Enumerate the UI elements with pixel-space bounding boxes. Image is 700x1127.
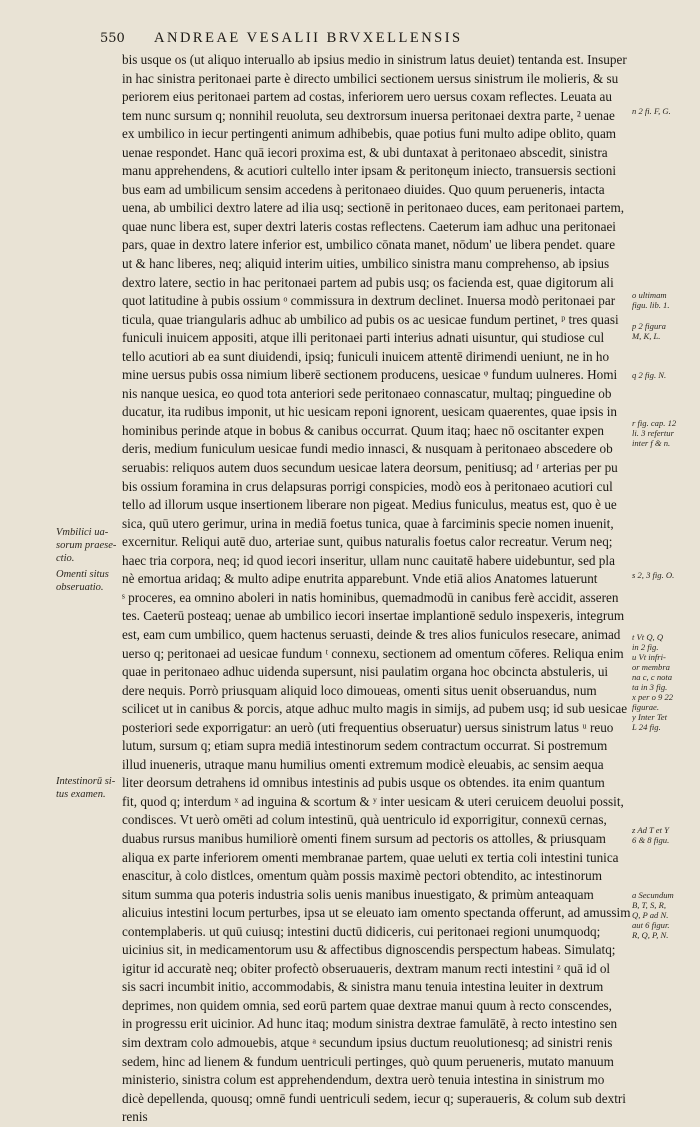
marginal-note [632, 290, 696, 310]
text-line: situm summa qua poteris industria solis uenis manibus inuestigato, & primùm anteaquam [122, 886, 594, 902]
marginal-note [632, 106, 696, 116]
text-line: haec tria corpora, neq; id quod iecori inseritur, ullam nunc cauitatē habere uidebuntur, sed pla [122, 552, 615, 568]
text-line: ticula, quae triangularis adhuc ab umbilico ad pubis os ac uesicae fundum pertinet, ᵖ tres quasi [122, 311, 619, 327]
text-line: renis [122, 1109, 148, 1125]
text-line: hominibus perinde atque in bobus & canibus occurrat. Quum itaq; haec nō oscitanter expen [122, 422, 604, 438]
marginal-note-line: Vmbilici ua- [56, 527, 109, 538]
marginal-note [632, 890, 696, 940]
text-line: uerso q; peritonaei ad uesicae fundum ᵗ connexu, sectionem ad omentum cōferes. Reliqua enim [122, 645, 624, 661]
text-line: tello ad illorum usque insertionem liberare non pigeat. Medius funiculus, meatus est, quo è ue [122, 497, 617, 513]
text-line: ministerio, sinistra colum est apprehendendum, dextra uerò tenuia intestina in sinistrum mo [122, 1072, 605, 1088]
text-line: aliqua ex parte inferiorem omenti membranae partem, quae ueluti ex tertia coli intestini tunica [122, 849, 619, 865]
marginal-note-line: Q, P ad N. [632, 910, 669, 920]
text-line: ex umbilico in iecur pertingenti animum adhibebis, quae potius funi multo adipe oblito, quam [122, 126, 617, 142]
text-line: uicinius sit, in medicamentorum usu & affectibus dignoscendis perspectum habeas. Simulatq; [122, 942, 616, 958]
marginal-note [632, 632, 696, 732]
running-title: ANDREAE VESALII BRVXELLENSIS [154, 30, 463, 46]
marginal-note [56, 526, 122, 565]
text-line: in progressu erit uicinior. Ad hunc itaq; modum sinistra dextrae famulātē, à recto intestino sen [122, 1016, 618, 1032]
text-line: lutum, sursum q; etiam supra mediā intestinorum sedem contractum occurrat. Si postremum [122, 738, 608, 754]
text-line: sica, quū utero gerimur, urina in mediā foetus tunica, quae à farciminis specie nomen inuenit, [122, 515, 614, 531]
text-line: deris, medium funiculum uesicae fundi medio innasci, & nusquam à peritonaeo abscedere ob [122, 441, 613, 457]
text-line: mine uersus pubis ossa nimium liberē sectionem producens, uesicae ᵠ fundum uulneres. Homi [122, 367, 618, 383]
text-line: uena, ab umbilici dextro latere ad ilia usq; sectionē in peritonaeo duces, eam peritonaei partem, [122, 200, 625, 216]
text-line: deprimes, non quidem omnia, sed eorū partem quae dextrae manui quum à recto conscendes, [122, 997, 612, 1013]
marginal-note-line: p 2 figura [632, 321, 666, 331]
text-line: illud inueneris, utraque manu humilius omenti extremum modicè eleuabis, ac sensim aequa [122, 756, 604, 772]
marginal-note-line: y Inter Tet [632, 712, 668, 722]
text-line: quae nunc libera est, super dextri lateris costas reflectens. Caeterum iam adhuc una peritonaei [122, 218, 616, 234]
text-line: periorem eius peritonaei partem ad costas, inferiorem uero uersus coxam reflectes. Leuata au [122, 89, 612, 105]
marginal-note-line: Intestinorū si- [56, 776, 116, 787]
marginal-note [632, 321, 696, 341]
text-line: nis nanque uesica, eo quod tota anteriori sede peritonaeo connascatur, multaq; pinguedine ob [122, 385, 612, 401]
text-line: posteriori sede exporrigatur: an uerò (uti frequentius obseruatur) uersus sinistrum latus ᵘ reuo [122, 719, 614, 735]
marginal-note-line: t Vt Q, Q [632, 632, 664, 642]
marginal-note-line: obseruatio. [56, 582, 104, 593]
page-number: 550 [100, 31, 125, 46]
marginal-note [56, 568, 122, 594]
text-line: est, eam cum umbilico, quem hactenus seruasti, deinde & tres alios funiculos resecare, animad [122, 626, 621, 642]
marginal-note-line: B, T, S, R, [632, 900, 666, 910]
marginal-note-line: sorum praese- [56, 540, 117, 551]
text-line: condisces. Vt uerò omēti ad colum intestinū, quà uentriculo id exporrigitur, connexū cernas, [122, 812, 607, 828]
marginal-note-line: q 2 fig. N. [632, 370, 667, 380]
text-line: liter deorsum detrahens id omnibus intestinis ad pubis usque os obtendes. ita enim quantum [122, 775, 605, 791]
text-line: dicè depellenda, quousq; omnē fundi uentriculi sedem, iecur q; superaueris, & colum sub dextri [122, 1090, 626, 1106]
marginal-note-line: R, Q, P, N. [632, 930, 669, 940]
marginal-note-line: s 2, 3 fig. O. [632, 570, 675, 580]
text-line: fit, quod q; interdum ˣ ad inguina & scortum & ʸ inter uesicam & uteri ceruicem deuolui possit, [122, 793, 624, 809]
marginal-note-line: o ultimam [632, 290, 667, 300]
marginal-note [632, 570, 696, 580]
text-line: igitur id accuratè neq; obiter profectò obseruaueris, dextram manum recti intestini ᶻ quā id ol [122, 960, 611, 976]
marginal-note-line: r fig. cap. 12 [632, 418, 677, 428]
text-line: tello acutiori ab ea sunt diuidendi, ipsiq; funiculi inuicem attentē dirimendi ueniunt, ne in ho [122, 348, 610, 364]
text-line: dere nequis. Porrò priusquam aliquid loco dimoueas, omenti situs uenit obseruandus, num [122, 682, 597, 698]
marginal-note-line: figu. lib. 1. [632, 300, 670, 310]
marginal-note-line: n 2 fi. F, G. [632, 106, 671, 116]
marginal-note-line: figurae. [632, 702, 659, 712]
marginal-note-line: M, K, L. [632, 331, 661, 341]
text-line: sis sacri incumbit initio, accommodabis, & sinistra manu tenuia intestina leuiter in dextrum [122, 979, 604, 995]
text-line: enascitur, à colo distlces, omentum quàm possis maximè pectori obtendito, ac intestinorum [122, 868, 602, 884]
text-line: bus eam ad umbilicum sensim accedens à peritonaeo diuides. Quo quum perueneris, intacta [122, 181, 605, 197]
marginal-note-line: na c, c nota [632, 672, 673, 682]
text-line: sim dextram colo admouebis, atque ᵃ secundum ipsius ductum reuolutionesq; ad sinistri renis [122, 1034, 613, 1050]
text-line: scilicet ut in canibus & porcis, atque adhuc multo magis in simijs, ad pubem usq; id sub uesicae [122, 701, 628, 717]
body-text [122, 51, 631, 1127]
text-line: quot latitudine à pubis ossium ᵒ commissura in dextrum declinet. Inuersa modò peritonaei par [122, 293, 616, 309]
text-line: pars, quae in dextro latere inferior est, umbilico cōnata manet, nōdum' ue libera pendet. quare [122, 237, 616, 253]
marginal-note-line: or membra [632, 662, 670, 672]
text-line: uenae respondet. Hanc quā iecori proxima est, & ubi duntaxat à peritonaeo abscedit, sinistra [122, 144, 608, 160]
text-line: alicuius intestini locum perturbes, ipsa ut se eleuato iam omento spectanda offerunt, ad amussim [122, 905, 631, 921]
marginal-note-line: a Secundum [632, 890, 674, 900]
text-line: tem nunc sursum q; nonnihil reuoluta, seu dextrorsum inuersa peritonaei dextra parte, ² uenae [122, 107, 615, 123]
text-line: manu apprehendens, & acutiori cultello inter ipsam & peritonęum iniecto, transuersis sectioni [122, 163, 617, 179]
marginal-note [56, 775, 122, 801]
text-line: duabus rursus manibus humiliorè omenti finem sursum ad pectoris os attolles, & priusquam [122, 830, 606, 846]
text-line: contemplaberis. ut quū cuiusq; intestini ductū didiceris, cui peritonaei regioni unumquodq; [122, 923, 601, 939]
text-line: bis usque os (ut aliquo interuallo ab ipsius medio in sinistrum latus deuiet) tentanda est. Insuper [122, 52, 627, 67]
marginal-note-line: u Vt infri- [632, 652, 666, 662]
text-line: nè emortua aridaq; & multo adipe enutrita apparebunt. Vnde etiā alios Anatomes latuerunt [122, 571, 598, 587]
text-line: tes. Caeterū posteaq; uenae ab umbilico iecori insertae implantionē sedulo inspexeris, integrum [122, 608, 625, 624]
marginal-note-line: Omenti situs [56, 569, 109, 580]
marginal-note-line: li. 3 refertur [632, 428, 674, 438]
marginal-note-line: z Ad T et Y [632, 825, 669, 835]
marginal-note-line: aut 6 figur. [632, 920, 670, 930]
marginal-note [632, 825, 696, 845]
marginal-note-line: in 2 fig. [632, 642, 659, 652]
marginal-note-line: x per o 9 22 [632, 692, 674, 702]
marginal-note-line: ta in 3 fig. [632, 682, 668, 692]
text-line: bis ossium foramina in crus delapsuras porrigi conspicies, modò eos à peritonaeo acutiori cul [122, 478, 613, 494]
marginal-note-line: tus examen. [56, 789, 106, 800]
page-header [100, 30, 620, 50]
text-line: funiculi inuicem appositi, atque illi peritonaei parti interius adnati uisuntur, qui studiose cul [122, 330, 605, 346]
marginal-note [632, 370, 696, 380]
text-line: ducatur, ita rudibus imponit, ut hic uesicam reponi ignorent, uesicam quaerentes, quae ipsis in [122, 404, 617, 420]
text-line: quae in peritonaeo adhuc uidenda supersunt, nisi paulatim organa hoc obcincta abstuleris, ui [122, 664, 609, 680]
text-line: in hac sinistra peritonaei parte è directo umbilici sectionem uersus sinistrum ile molieris, & su [122, 70, 619, 86]
text-line: ˢ proceres, ea omnino aboleri in natis hominibus, quemadmodū in canibus ferè accidit, asseren [122, 589, 619, 605]
marginal-note-line: inter f & n. [632, 438, 671, 448]
marginal-note [632, 418, 696, 448]
marginal-note-line: L 24 fig. [632, 722, 661, 732]
marginal-note-line: 6 & 8 figu. [632, 835, 670, 845]
text-line: ut & hanc liberes, neq; aliquid interim uities, umbilico sinistra manu comprehenso, ab ipsius [122, 256, 610, 272]
text-line: excernitur. Reliqui autē duo, arteriae sunt, quibus naturalis foetus calor recreatur. Verum neq; [122, 534, 613, 550]
text-line: sedem, hinc ad lienem & fundum uentriculi pertinges, quò quum perueneris, mutato manuum [122, 1053, 614, 1069]
text-line: seruabis: reliquos autem duos secundum uesicae latera deorsum, penitiusq; ad ʳ arterias per pu [122, 460, 618, 476]
text-line: dextro latere, sectio in hac peritonaei partem ad pubis usq; os facienda est, quae digitorum ali [122, 274, 614, 290]
marginal-note-line: ctio. [56, 553, 75, 564]
